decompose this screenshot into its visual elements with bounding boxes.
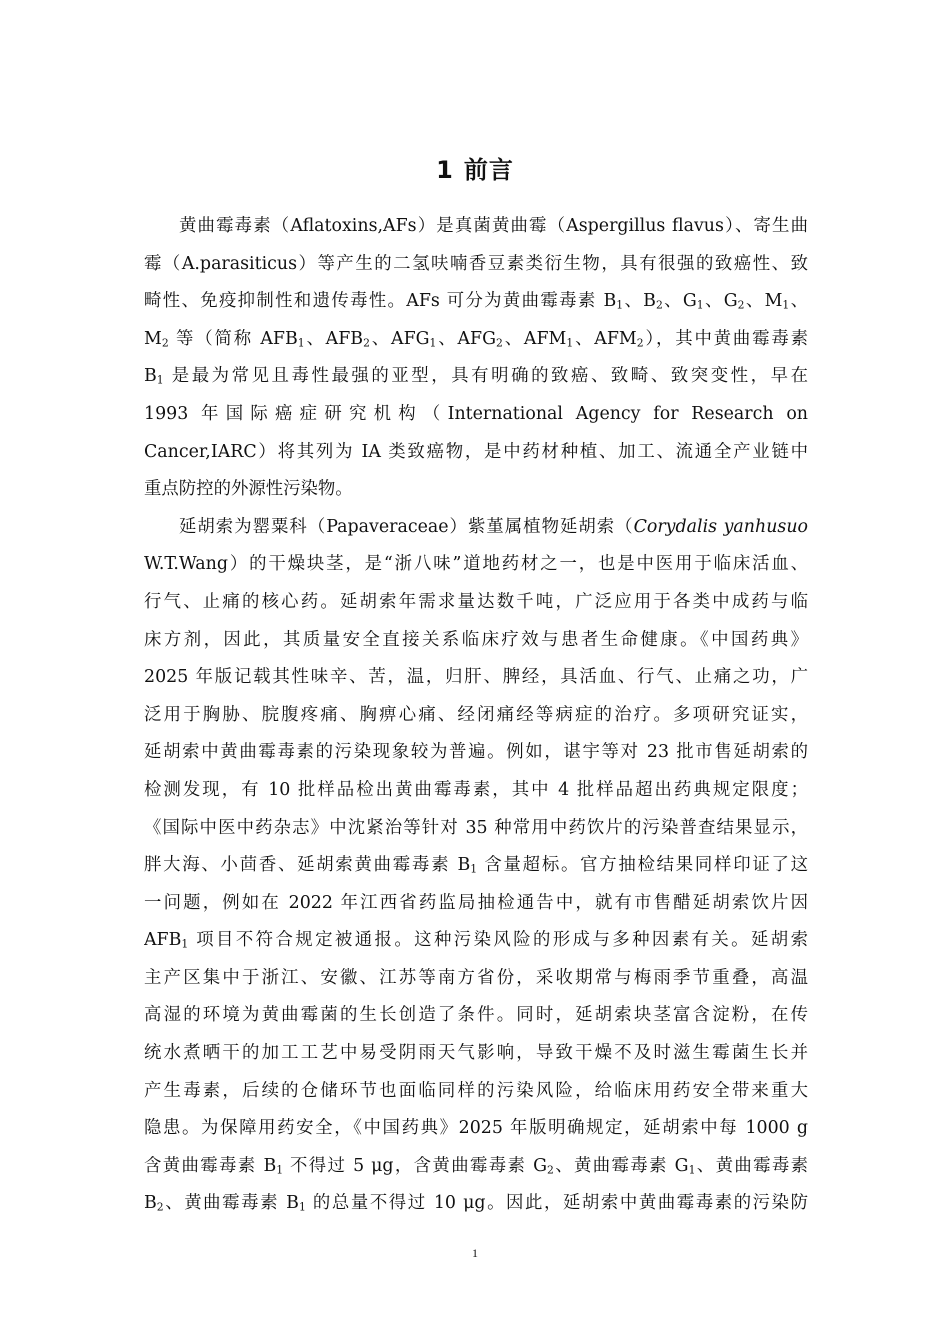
- subscript: 2: [737, 298, 745, 312]
- subscript: 1: [566, 336, 574, 350]
- text-line: 1993 年国际癌症研究机构（International Agency for Research on: [144, 403, 808, 424]
- subscript: 2: [496, 336, 503, 350]
- subscript: 1: [782, 298, 790, 312]
- paragraph: [144, 509, 808, 1223]
- text-line: 统水煮晒干的加工工艺中易受阴雨天气影响，导致干燥不及时滋生霉菌生长并: [144, 1043, 808, 1064]
- text-line: 霉（A.parasiticus）等产生的二氢呋喃香豆素类衍生物，具有很强的致癌性、致: [144, 253, 808, 274]
- italic-text: Corydalis yanhusuo: [633, 516, 808, 537]
- text-line: $AFB_1$ 项目不符合规定被通报。这种污染风险的形成与多种因素有关。延胡索: [144, 930, 808, 951]
- body-text: [144, 208, 808, 1223]
- text-line: 重点防控的外源性污染物。: [144, 479, 353, 500]
- subscript: 2: [363, 336, 370, 350]
- text-line: 黄曲霉毒素（Aflatoxins,AFs）是真菌黄曲霉（Aspergillus flavus）、寄生曲: [179, 216, 808, 236]
- subscript: 1: [688, 1163, 696, 1177]
- text-line: 一问题，例如在 2022 年江西省药监局抽检通告中，就有市售醋延胡索饮片因: [144, 892, 808, 913]
- subscript: 1: [181, 937, 189, 951]
- text-line: $B_1$ 是最为常见且毒性最强的亚型，具有明确的致癌、致畸、致突变性，早在: [144, 366, 808, 388]
- text-line: 2025 年版记载其性味辛、苦，温，归肝、脾经，具活血、行气、止痛之功，广: [144, 667, 808, 688]
- text-line: 延胡索为罂粟科（Papaveraceae）紫堇属植物延胡索（Corydalis yanhusuo: [179, 516, 808, 537]
- subscript: 2: [655, 298, 663, 312]
- text-line: W.T.Wang）的干燥块茎，是“浙八味”道地药材之一，也是中医用于临床活血、: [144, 554, 808, 575]
- text-line: 含黄曲霉毒素 $B_1$ 不得过 5 μg，含黄曲霉毒素 $G_2$、黄曲霉毒素 $G_1$、黄曲霉毒素: [144, 1155, 808, 1177]
- subscript: 2: [156, 1201, 164, 1215]
- text-line: 主产区集中于浙江、安徽、江苏等南方省份，采收期常与梅雨季节重叠，高温: [144, 967, 808, 988]
- subscript: 1: [276, 1163, 284, 1177]
- text-line: 延胡索中黄曲霉毒素的污染现象较为普遍。例如，谌宇等对 23 批市售延胡索的: [144, 742, 808, 763]
- text-line: 高湿的环境为黄曲霉菌的生长创造了条件。同时，延胡索块茎富含淀粉，在传: [144, 1005, 808, 1026]
- text-line: 隐患。为保障用药安全，《中国药典》2025 年版明确规定，延胡索中每 1000 g: [144, 1118, 808, 1139]
- page-number: 1: [472, 1246, 478, 1260]
- text-line: Cancer,IARC）将其列为 IA 类致癌物，是中药材种植、加工、流通全产业链中: [144, 441, 808, 462]
- section-title: 前言: [463, 156, 514, 184]
- subscript: 2: [547, 1163, 554, 1177]
- text-line: 《国际中医中药杂志》中沈紧治等针对 35 种常用中药饮片的污染普查结果显示，: [144, 817, 808, 838]
- text-line: $M_2$ 等（简称 $AFB_1$、$AFB_2$、$AFG_1$、$AFG_2$、$AFM_1$、$AFM_2$），其中黄曲霉毒素: [144, 328, 808, 350]
- section-heading: [0, 150, 950, 185]
- subscript: 2: [636, 336, 644, 350]
- subscript: 1: [470, 862, 478, 876]
- text-line: 畸性、免疫抑制性和遗传毒性。AFs 可分为黄曲霉毒素 $B_1$、$B_2$、$G_1$、$G_2$、$M_1$、: [144, 291, 808, 312]
- subscript: 1: [696, 298, 704, 312]
- text-line: 产生毒素，后续的仓储环节也面临同样的污染风险，给临床用药安全带来重大: [144, 1080, 808, 1101]
- subscript: 1: [616, 298, 624, 312]
- subscript: 1: [298, 1201, 306, 1215]
- text-line: 胖大海、小茴香、延胡索黄曲霉毒素 $B_1$ 含量超标。官方抽检结果同样印证了这: [144, 855, 808, 876]
- section-number: 1: [436, 156, 454, 184]
- subscript: 2: [161, 336, 169, 350]
- paragraph: [144, 208, 808, 509]
- subscript: 1: [297, 336, 305, 350]
- text-line: 泛用于胸胁、脘腹疼痛、胸痹心痛、经闭痛经等病症的治疗。多项研究证实，: [144, 704, 808, 725]
- text-line: 行气、止痛的核心药。延胡索年需求量达数千吨，广泛应用于各类中成药与临: [144, 591, 808, 612]
- subscript: 1: [429, 336, 437, 350]
- text-line: 床方剂，因此，其质量安全直接关系临床疗效与患者生命健康。《中国药典》: [144, 629, 808, 650]
- text-line: $B_2$、黄曲霉毒素 $B_1$ 的总量不得过 10 μg。因此，延胡索中黄曲霉毒素的污染防: [144, 1193, 808, 1215]
- subscript: 1: [156, 374, 164, 388]
- text-line: 检测发现，有 10 批样品检出黄曲霉毒素，其中 4 批样品超出药典规定限度；: [144, 779, 808, 800]
